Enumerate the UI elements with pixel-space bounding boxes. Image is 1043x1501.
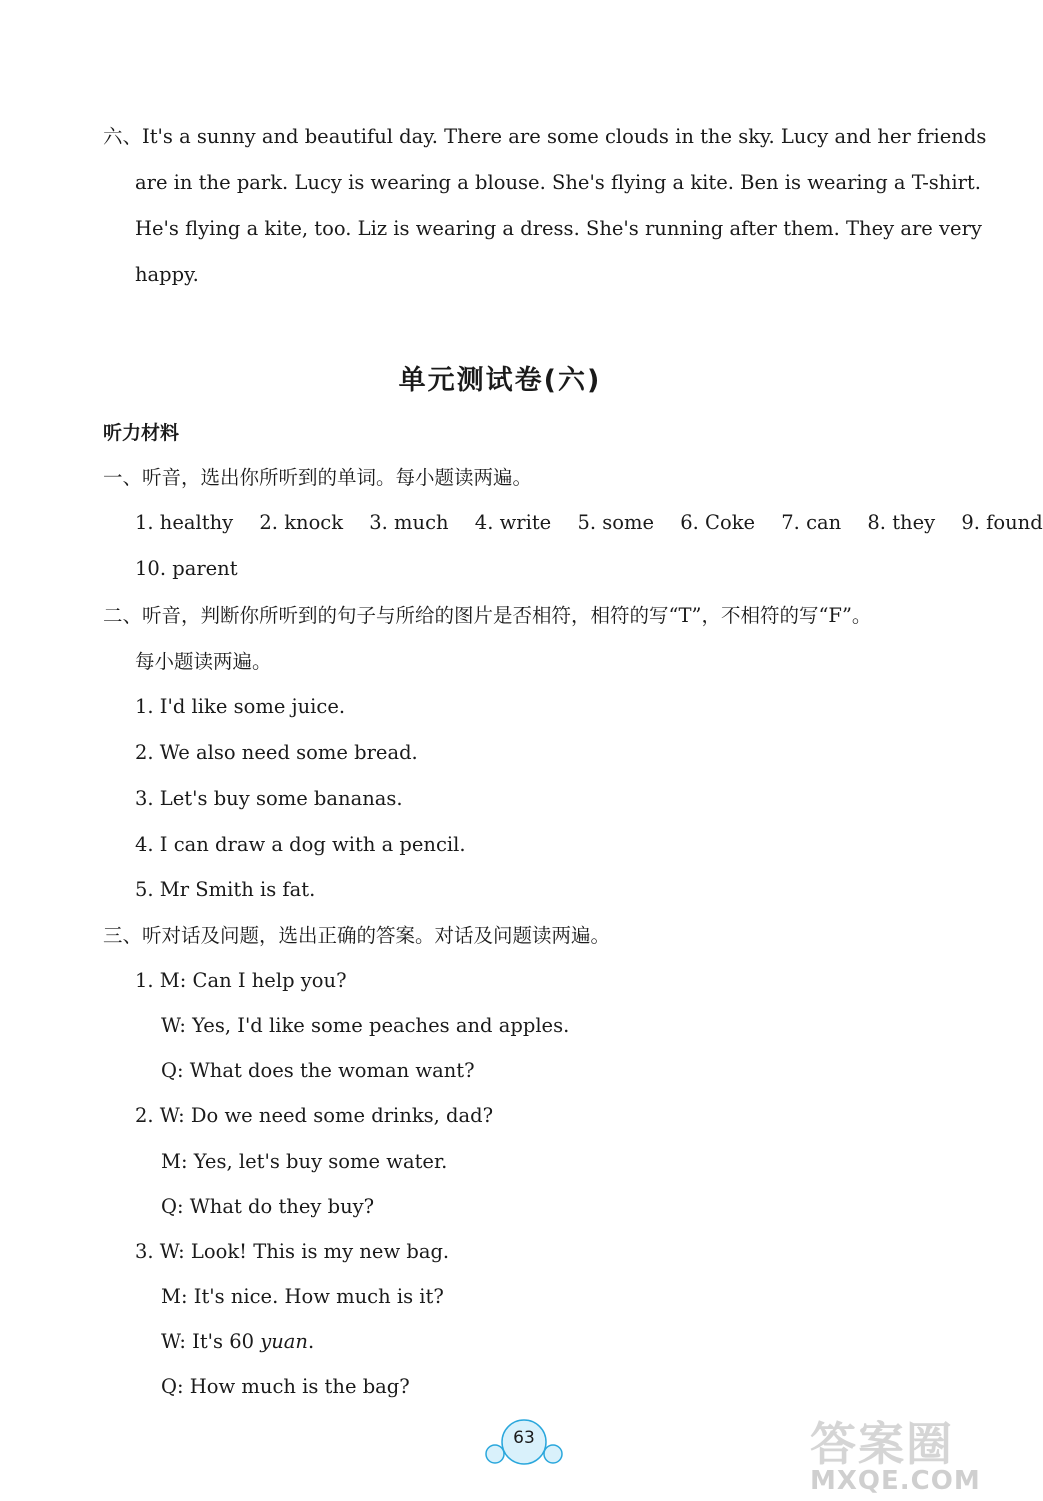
- dialogue-line: Q: How much is the bag?: [161, 1375, 410, 1398]
- section6-line-2: are in the park. Lucy is wearing a blouse. She's flying a kite. Ben is wearing a T-shirt.: [135, 171, 981, 194]
- word-item: 8. they: [867, 511, 936, 534]
- word-item: 5. some: [577, 511, 655, 534]
- dialogue-line: W: Yes, I'd like some peaches and apples.: [161, 1014, 570, 1037]
- sentence-item: 1. I'd like some juice.: [135, 695, 346, 718]
- watermark-top: 答案圈: [810, 1417, 954, 1471]
- section6-line-4: happy.: [135, 263, 199, 286]
- dialogue-line: Q: What do they buy?: [161, 1195, 375, 1218]
- part1-heading: 一、听音，选出你所听到的单词。每小题读两遍。: [103, 466, 533, 489]
- dialogue-text: .: [308, 1330, 315, 1353]
- word-item: 10. parent: [135, 557, 238, 580]
- watermark-bottom: MXQE.COM: [810, 1466, 981, 1496]
- section6-line-3: He's flying a kite, too. Liz is wearing a dress. She's running after them. They are very: [135, 217, 982, 240]
- dialogue-line: [161, 1328, 314, 1356]
- part3-heading: 三、听对话及问题，选出正确的答案。对话及问题读两遍。: [103, 924, 611, 947]
- word-item: 6. Coke: [680, 511, 756, 534]
- word-item: 3. much: [369, 511, 449, 534]
- dialogue-line: Q: What does the woman want?: [161, 1059, 475, 1082]
- dialogue-line: 1. M: Can I help you?: [135, 969, 347, 992]
- dialogue-line: 2. W: Do we need some drinks, dad?: [135, 1104, 494, 1127]
- page-number-badge: [483, 1418, 573, 1468]
- dialogue-text: W: It's 60: [161, 1330, 261, 1353]
- part2-heading-cont: 每小题读两遍。: [135, 650, 272, 673]
- part1-word-list: [135, 509, 1043, 537]
- sentence-item: 2. We also need some bread.: [135, 741, 418, 764]
- word-item: 2. knock: [259, 511, 344, 534]
- word-item: 1. healthy: [135, 511, 234, 534]
- dialogue-line: M: It's nice. How much is it?: [161, 1285, 444, 1308]
- page-number: 63: [513, 1428, 535, 1448]
- part2-heading: 二、听音，判断你所听到的句子与所给的图片是否相符，相符的写“T”，不相符的写“F”。: [103, 604, 872, 627]
- sentence-item: 4. I can draw a dog with a pencil.: [135, 833, 466, 856]
- subheading: 听力材料: [103, 422, 180, 444]
- word-item: 4. write: [474, 511, 552, 534]
- page-title: 单元测试卷(六): [398, 365, 602, 396]
- italic-word: yuan: [260, 1330, 308, 1353]
- dialogue-line: M: Yes, let's buy some water.: [161, 1150, 448, 1173]
- word-item: 9. found: [961, 511, 1043, 534]
- watermark-logo: [800, 1408, 995, 1500]
- sentence-item: 5. Mr Smith is fat.: [135, 878, 316, 901]
- section6-line-1: 六、It's a sunny and beautiful day. There are some clouds in the sky. Lucy and her friends: [103, 125, 987, 148]
- sentence-item: 3. Let's buy some bananas.: [135, 787, 403, 810]
- dialogue-line: 3. W: Look! This is my new bag.: [135, 1240, 450, 1263]
- word-item: 7. can: [781, 511, 842, 534]
